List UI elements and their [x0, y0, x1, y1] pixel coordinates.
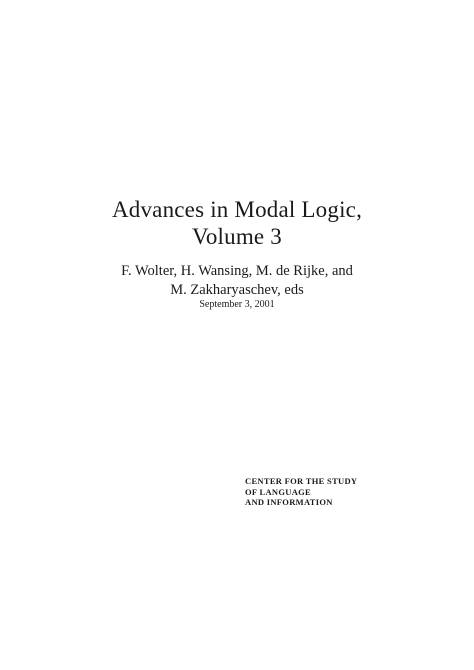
editors-line-1: F. Wolter, H. Wansing, M. de Rijke, and	[121, 263, 353, 279]
book-title-line-1: Advances in Modal Logic,	[111, 197, 363, 222]
book-title	[0, 196, 474, 250]
publisher-line-2: OF LANGUAGE	[245, 486, 312, 497]
editors-line-2: M. Zakharyaschev, eds	[170, 282, 304, 298]
publisher-line-3: AND INFORMATION	[245, 497, 333, 507]
editors	[0, 262, 474, 300]
book-title-line-2: Volume 3	[192, 224, 282, 249]
publication-date: September 3, 2001	[199, 299, 275, 310]
publisher-line-1: CENTER FOR THE STUDY	[245, 476, 358, 486]
publisher-imprint	[245, 476, 445, 508]
